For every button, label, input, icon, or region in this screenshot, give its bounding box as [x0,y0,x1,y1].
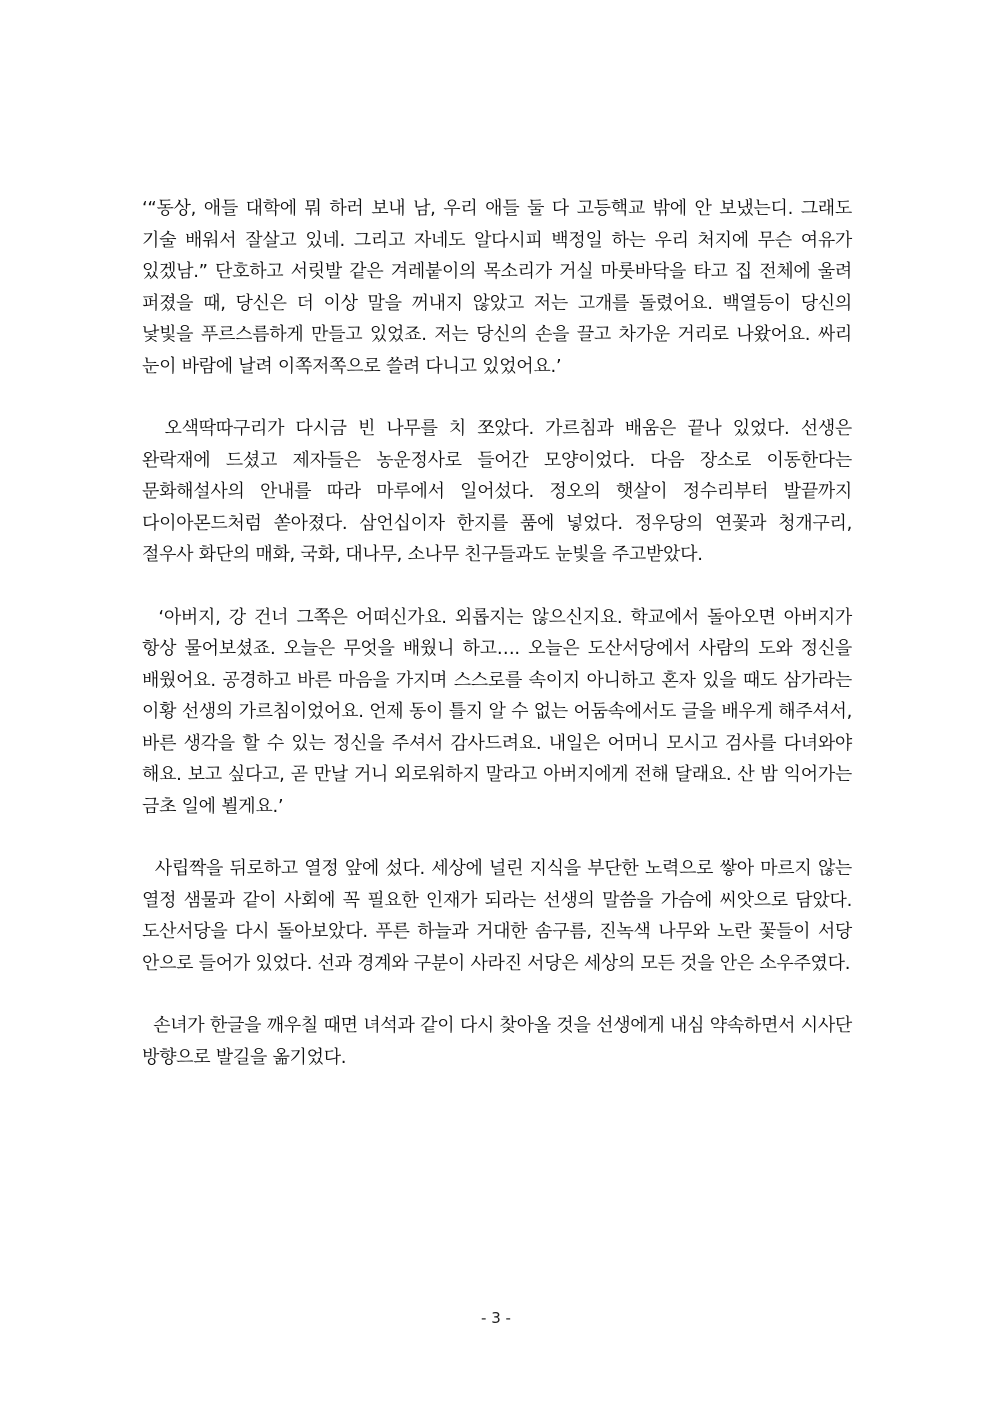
paragraph-2: 오색딱따구리가 다시금 빈 나무를 치 쪼았다. 가르침과 배움은 끝나 있었다. 선생은 완락재에 드셨고 제자들은 농운정사로 들어간 모양이었다. 다음 장소로 이동한다는 문화해설사의 안내를 따라 마루에서 일어섰다. 정오의 햇살이 정수리부터 발끝까지 다이아몬드처럼 쏟아졌다. 삼언십이자 한지를 품에 넣었다. 정우당의 연꽃과 청개구리, 절우사 화단의 매화, 국화, 대나무, 소나무 친구들과도 눈빛을 주고받았다. [142,418,858,565]
paragraph-4: 사립짝을 뒤로하고 열정 앞에 섰다. 세상에 널린 지식을 부단한 노력으로 쌓아 마르지 않는 열정 샘물과 같이 사회에 꼭 필요한 인재가 되라는 선생의 말씀을 가슴에 씨앗으로 담았다. 도산서당을 다시 돌아보았다. 푸른 하늘과 거대한 솜구름, 진녹색 나무와 노란 꽃들이 서당 안으로 들어가 있었다. 선과 경계와 구분이 사라진 서당은 세상의 모든 것을 안은 소우주였다. [142,858,858,974]
paragraph-3: ‘아버지, 강 건너 그쪽은 어떠신가요. 외롭지는 않으신지요. 학교에서 돌아오면 아버지가 항상 물어보셨죠. 오늘은 무엇을 배웠니 하고…. 오늘은 도산서당에서 사람의 도와 정신을 배웠어요. 공경하고 바른 마음을 가지며 스스로를 속이지 아니하고 혼자 있을 때도 삼가라는 이황 선생의 가르침이었어요. 언제 동이 틀지 알 수 없는 어둠속에서도 글을 배우게 해주셔서, 바른 생각을 할 수 있는 정신을 주셔서 감사드려요. 내일은 어머니 모시고 검사를 다녀와야 해요. 보고 싶다고, 곧 만날 거니 외로워하지 말라고 아버지에게 전해 달래요. 산 밤 익어가는 금초 일에 뵐게요.’ [142,606,858,817]
paragraph-1: ‘“동상, 애들 대학에 뭐 하러 보내 남, 우리 애들 둘 다 고등핵교 밖에 안 보냈는디. 그래도 기술 배워서 잘살고 있네. 그리고 자네도 알다시피 백정일 하는 우리 처지에 무슨 여유가 있겠남.” 단호하고 서릿발 같은 겨레붙이의 목소리가 거실 마룻바닥을 타고 집 전체에 울려 퍼졌을 때, 당신은 더 이상 말을 꺼내지 않았고 저는 고개를 돌렸어요. 백열등이 당신의 낯빛을 푸르스름하게 만들고 있었죠. 저는 당신의 손을 끌고 차가운 거리로 나왔어요. 싸리 눈이 바람에 날려 이쪽저쪽으로 쓸려 다니고 있었어요.’ [142,198,858,377]
page-number: - 3 - [481,1309,511,1327]
body-text [142,193,858,1104]
paragraph-5: 손녀가 한글을 깨우칠 때면 녀석과 같이 다시 찾아올 것을 선생에게 내심 약속하면서 시사단 방향으로 발길을 옮기었다. [142,1015,858,1068]
